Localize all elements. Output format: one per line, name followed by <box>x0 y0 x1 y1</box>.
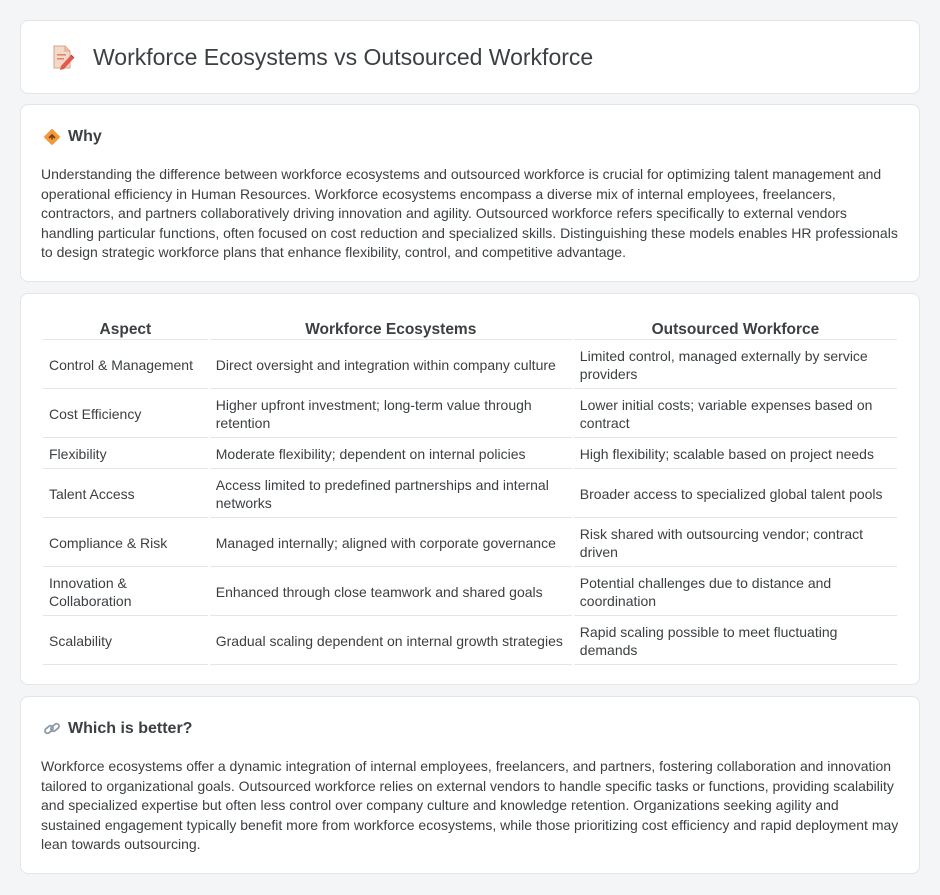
table-row <box>43 520 897 567</box>
better-text: Workforce ecosystems offer a dynamic integration of internal employees, freelancers, and partners, fostering collaboration and innovation tailored to organizational goals. Outsourced workforce relies on external vendors to handle specific tasks or functions, providing scalability and specialized expertise but often less control over company culture and knowledge retention. Organizations seeking agility and sustained engagement typically benefit more from workforce ecosystems, while those prioritizing cost efficiency and rapid deployment may lean towards outsourcing. <box>41 758 899 853</box>
ecosystems-cell: Gradual scaling dependent on internal growth strategies <box>210 618 572 665</box>
header-aspect: Aspect <box>43 316 208 340</box>
outsourced-cell: Limited control, managed externally by service providers <box>574 342 897 389</box>
aspect-cell: Talent Access <box>43 471 208 518</box>
header-outsourced-workforce: Outsourced Workforce <box>574 316 897 340</box>
ecosystems-cell: Access limited to predefined partnerships and internal networks <box>210 471 572 518</box>
why-card <box>20 104 920 282</box>
title-card <box>20 20 920 94</box>
why-heading: Why <box>68 128 102 145</box>
ecosystems-cell: Moderate flexibility; dependent on internal policies <box>210 440 572 469</box>
table-row <box>43 440 897 469</box>
page-title: Workforce Ecosystems vs Outsourced Workforce <box>93 43 594 70</box>
outsourced-cell: High flexibility; scalable based on project needs <box>574 440 897 469</box>
outsourced-cell: Risk shared with outsourcing vendor; contract driven <box>574 520 897 567</box>
which-better-card <box>20 696 920 874</box>
outsourced-cell: Potential challenges due to distance and coordination <box>574 569 897 616</box>
ecosystems-cell: Direct oversight and integration within company culture <box>210 342 572 389</box>
link-icon <box>43 720 61 738</box>
outsourced-cell: Lower initial costs; variable expenses based on contract <box>574 391 897 438</box>
table-row <box>43 471 897 518</box>
aspect-cell: Compliance & Risk <box>43 520 208 567</box>
table-row <box>43 391 897 438</box>
better-header <box>21 697 919 739</box>
title-row <box>21 21 919 93</box>
aspect-cell: Control & Management <box>43 342 208 389</box>
ecosystems-cell: Enhanced through close teamwork and shared goals <box>210 569 572 616</box>
why-header <box>21 105 919 147</box>
better-heading: Which is better? <box>68 720 193 737</box>
table-header-row <box>43 316 897 340</box>
aspect-cell: Innovation & Collaboration <box>43 569 208 616</box>
comparison-table <box>41 314 899 667</box>
table-row <box>43 618 897 665</box>
table-row <box>43 342 897 389</box>
aspect-cell: Scalability <box>43 618 208 665</box>
ecosystems-cell: Managed internally; aligned with corporate governance <box>210 520 572 567</box>
aspect-cell: Cost Efficiency <box>43 391 208 438</box>
diamond-sign-icon <box>43 128 61 146</box>
comparison-card <box>20 293 920 685</box>
aspect-cell: Flexibility <box>43 440 208 469</box>
table-row <box>43 569 897 616</box>
ecosystems-cell: Higher upfront investment; long-term value through retention <box>210 391 572 438</box>
header-workforce-ecosystems: Workforce Ecosystems <box>210 316 572 340</box>
outsourced-cell: Rapid scaling possible to meet fluctuating demands <box>574 618 897 665</box>
document-pencil-icon <box>47 42 77 72</box>
why-text: Understanding the difference between workforce ecosystems and outsourced workforce is crucial for optimizing talent management and operational efficiency in Human Resources. Workforce ecosystems encompass a diverse mix of internal employees, freelancers, contractors, and partners collaboratively driving innovation and agility. Outsourced workforce refers specifically to external vendors handling particular functions, often focused on cost reduction and specialized skills. Distinguishing these models enables HR professionals to design strategic workforce plans that enhance flexibility, control, and competitive advantage. <box>41 166 898 261</box>
outsourced-cell: Broader access to specialized global talent pools <box>574 471 897 518</box>
